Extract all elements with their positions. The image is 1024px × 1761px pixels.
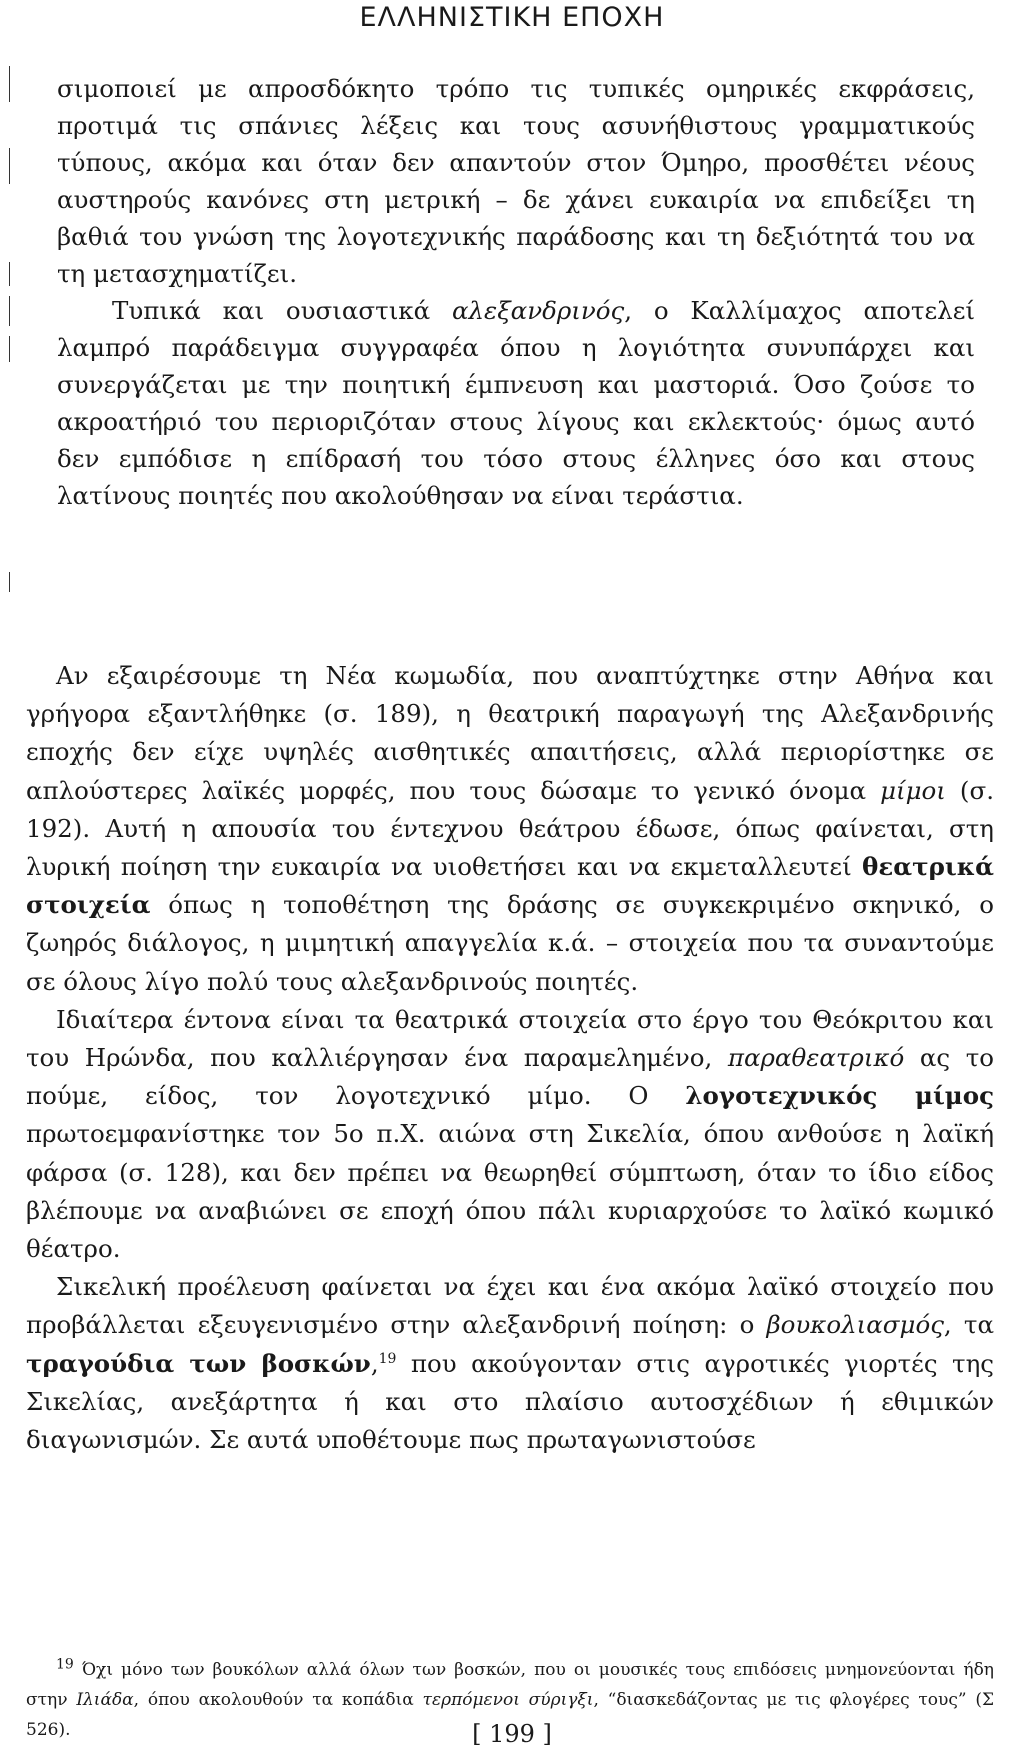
emphasis: παραθεατρικό bbox=[727, 1043, 905, 1073]
emphasis: Ιλιάδα bbox=[76, 1690, 134, 1710]
key-term: λογοτεχνικός μίμος bbox=[685, 1081, 994, 1111]
body-paragraph-2: Ιδιαίτερα έντονα είναι τα θεατρικά στοιχεία στο έργο του Θεόκριτου και του Ηρώνδα, που καλλιέργησαν ένα παραμελημένο, παραθεατρικό ας το πούμε, είδος, τον λογοτεχνικό μίμο. Ο λογοτεχνικός μίμος πρωτοεμφανίστηκε τον 5ο π.Χ. αιώνα στη Σικελία, όπου ανθούσε η λαϊκή φάρσα (σ. 128), και δεν πρέπει να θεωρηθεί σύμπτωση, όταν το ίδιο είδος βλέπουμε να αναβιώνει σε εποχή όπου πάλι κυριαρχούσε το λαϊκό κωμικό θέατρο. bbox=[26, 1004, 994, 1264]
emphasis: βουκολιασμός bbox=[766, 1310, 944, 1340]
emphasis: μίμοι bbox=[880, 775, 946, 805]
margin-rule bbox=[9, 296, 10, 326]
emphasis: αλεξανδρινός bbox=[451, 296, 625, 325]
body-paragraph-1: Αν εξαιρέσουμε τη Νέα κωμωδία, που αναπτύχτηκε στην Αθήνα και γρήγορα εξαντλήθηκε (σ. 189), η θεατρική παραγωγή της Αλεξανδρινής εποχής δεν είχε υψηλές αισθητικές απαιτήσεις, αλλά περιορίστηκε σε απλούστερες λαϊκές μορφές, που τους δώσαμε το γενικό όνομα μίμοι (σ. 192). Αυτή η απουσία του έντεχνου θεάτρου έδωσε, όπως φαίνεται, στη λυρική ποίηση την ευκαιρία να υιοθετήσει και να εκμεταλλευτεί θεατρικά στοιχεία όπως η τοποθέτηση της δράσης σε συγκεκριμένο σκηνικό, ο ζωηρός διάλογος, η μιμητική απαγγελία κ.ά. – στοιχεία που τα συναντούμε σε όλους λίγο πολύ τους αλεξανδρινούς ποιητές. bbox=[26, 661, 994, 996]
footnote: $^{19}$ Όχι μόνο των βουκόλων αλλά όλων των βοσκών, που οι μουσικές τους επιδόσεις μνημονεύονται ήδη στην Ιλιάδα, όπου ακολουθούν τα κοπάδια τερπόμενοι σύριγξι, “διασκεδάζοντας με τις φλογέρες τους” (Σ 526). bbox=[26, 1656, 995, 1740]
emphasis: τερπόμενοι σύριγξι bbox=[422, 1690, 594, 1710]
margin-rule bbox=[9, 572, 10, 592]
page-number: [ 199 ] bbox=[472, 1720, 552, 1748]
body-paragraph-3: Σικελική προέλευση φαίνεται να έχει και ένα ακόμα λαϊκό στοιχείο που προβάλλεται εξευγενισμένο στην αλεξανδρινή ποίηση: ο βουκολιασμός, τα τραγούδια των βοσκών,$^{19}$ που ακούγονταν στις αγροτικές γιορτές της Σικελίας, ανεξάρτητα ή και στο πλαίσιο αυτοσχέδιων ή εθιμικών διαγωνισμών. Σε αυτά υποθέτουμε πως πρωταγωνιστούσε bbox=[26, 1272, 994, 1455]
main-text bbox=[26, 657, 994, 1459]
footnote-marker: 19 bbox=[56, 1656, 74, 1673]
margin-rule bbox=[9, 148, 10, 184]
margin-rule bbox=[9, 66, 10, 102]
quoted-passage bbox=[57, 70, 975, 514]
footnote-reference: 19 bbox=[378, 1350, 397, 1367]
quote-paragraph-2: Τυπικά και ουσιαστικά αλεξανδρινός, ο Καλλίμαχος αποτελεί λαμπρό παράδειγμα συγγραφέα όπου η λογιότητα συνυπάρχει και συνεργάζεται με την ποιητική έμπνευση και μαστοριά. Όσο ζούσε το ακροατήριό του περιοριζόταν στους λίγους και εκλεκτούς· όμως αυτό δεν εμπόδισε η επίδρασή του τόσο στους έλληνες όσο και στους λατίνους ποιητές που ακολούθησαν να είναι τεράστια. bbox=[57, 296, 975, 510]
margin-rule bbox=[9, 262, 10, 286]
quote-paragraph-1: σιμοποιεί με απροσδόκητο τρόπο τις τυπικές ομηρικές εκφράσεις, προτιμά τις σπάνιες λέξεις και τους ασυνήθιστους γραμματικούς τύπους, ακόμα και όταν δεν απαντούν στον Όμηρο, προσθέτει νέους αυστηρούς κανόνες στη μετρική – δε χάνει ευκαιρία να επιδείξει τη βαθιά του γνώση της λογοτεχνικής παράδοσης και τη δεξιότητά του να τη μετασχηματίζει. bbox=[57, 74, 975, 288]
running-head: ΕΛΛΗΝΙΣΤΙΚΗ ΕΠΟΧΗ bbox=[359, 2, 665, 33]
margin-rule bbox=[9, 336, 10, 362]
key-term: τραγούδια των βοσκών bbox=[26, 1348, 371, 1378]
key-term: θεατρικά στοιχεία bbox=[26, 852, 994, 920]
